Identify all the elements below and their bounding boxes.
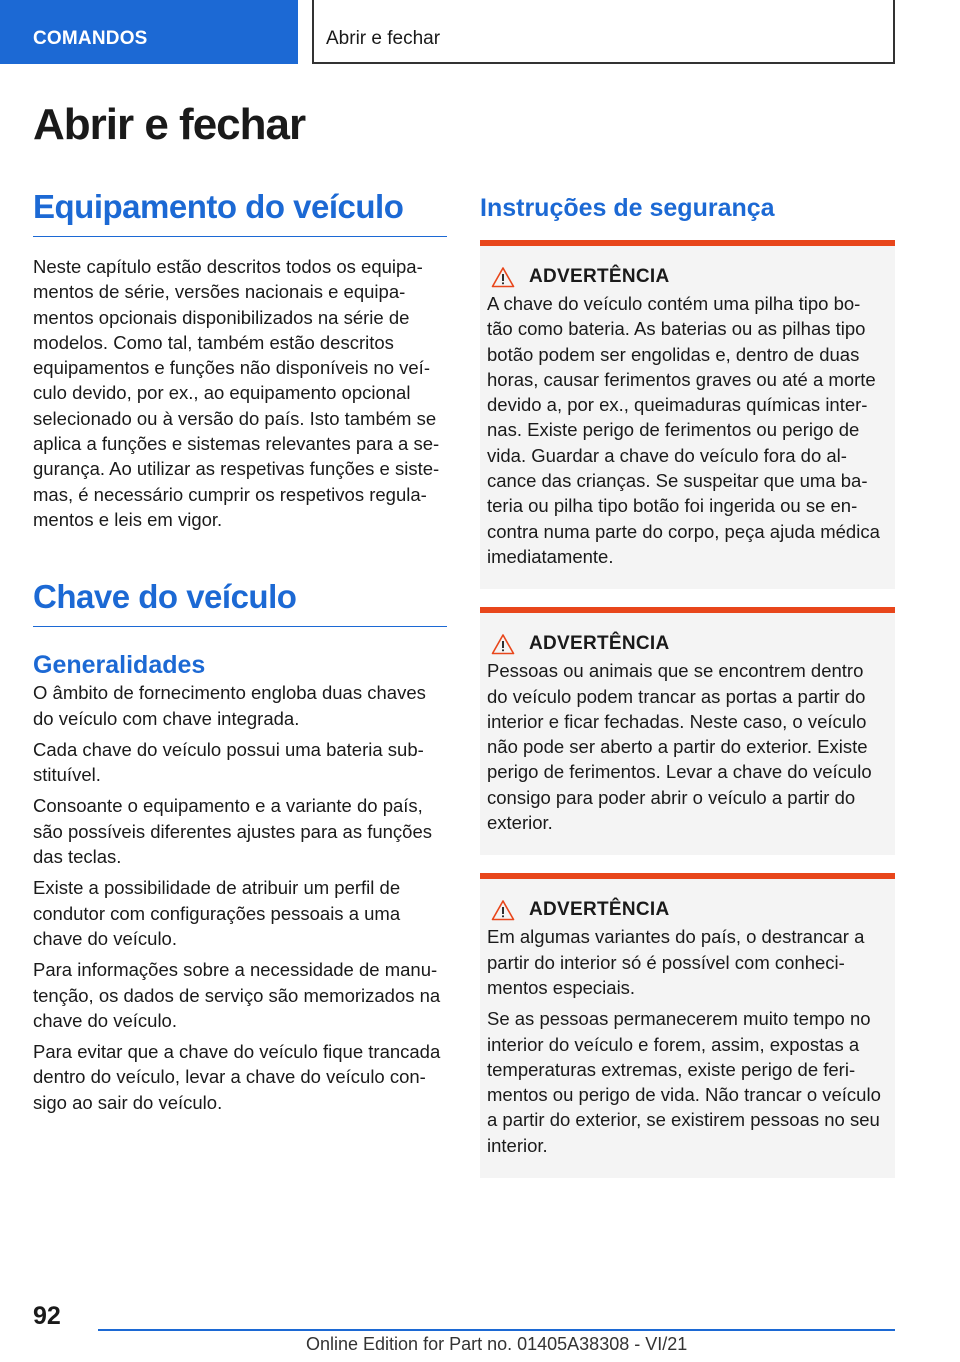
warning-box (480, 873, 895, 1178)
warning-triangle-icon (491, 633, 515, 655)
warning-triangle-icon (491, 266, 515, 288)
warning-text: Pessoas ou animais que se encontrem dentro do veículo podem trancar as portas a partir do interior e ficar fechadas. Neste caso, o veículo não pode ser aberto a partir do exterior. Existe perigo de ferimentos. Levar a chave do veículo consigo para poder abrir o veículo a partir do exterior. (487, 660, 872, 834)
vehicle-key-heading: Chave do veículo (33, 578, 447, 627)
header-chapter-label: Abrir e fechar (326, 28, 441, 49)
warning-triangle-icon (491, 899, 515, 921)
page-title: Abrir e fechar (33, 100, 306, 149)
warning-header (491, 633, 887, 655)
equipment-heading: Equipamento do veículo (33, 188, 447, 237)
general-paragraph: O âmbito de fornecimento engloba duas chaves do veículo com chave integrada. (33, 682, 426, 729)
warning-box (480, 240, 895, 589)
equipment-paragraph: Neste capítulo estão descritos todos os equipa‑ mentos de série, versões nacionais e equipa‑ mentos opcionais disponibilizados na série de modelos. Como tal, também estão descritos equipamentos e funções não disponíveis no veí‑ culo devido, por ex., ao equipamento opcional selecionado ou à versão do país. Isto também se aplica a funções e sistemas relevantes para a se‑ gurança. Ao utilizar as respetivas funções e siste‑ mas, é necessário cumprir os respetivos regula‑ mentos e leis em vigor. (33, 256, 440, 530)
general-heading: Generalidades (33, 651, 206, 680)
page-number: 92 (33, 1302, 61, 1330)
warning-text: Se as pessoas permanecerem muito tempo no interior do veículo e forem, assim, expostas a temperaturas extremas, existe perigo de feri‑ mentos ou perigo de vida. Não trancar o veículo a partir do exterior, se existirem pessoas no seu interior. (487, 1008, 881, 1156)
left-column (33, 188, 447, 1115)
right-column (480, 188, 895, 1178)
general-paragraph: Para informações sobre a necessidade de manu‑ tenção, os dados de serviço são memorizados na chave do veículo. (33, 959, 441, 1031)
warning-label: ADVERTÊNCIA (529, 633, 670, 655)
warning-label: ADVERTÊNCIA (529, 899, 670, 921)
general-paragraph: Existe a possibilidade de atribuir um perfil de condutor com configurações pessoais a uma chave do veículo. (33, 877, 401, 949)
warning-box (480, 607, 895, 855)
footer-divider (98, 1329, 895, 1331)
general-paragraph: Cada chave do veículo possui uma bateria sub‑ stituível. (33, 738, 424, 786)
safety-heading: Instruções de segurança (480, 194, 775, 222)
warning-text: A chave do veículo contém uma pilha tipo bo‑ tão como bateria. As baterias ou as pilhas tipo botão podem ser engolidas e, dentro de duas horas, causar ferimentos graves ou até a morte devido a, por ex., queimaduras químicas inter‑ nas. Existe perigo de ferimentos ou perigo de vida. Guardar a chave do veículo fora do al‑ cance das crianças. Se suspeitar que uma ba‑ teria ou pilha tipo botão foi ingerida ou se en‑ contra numa parte do corpo, peça ajuda médica imediatamente. (487, 293, 880, 567)
header-chapter-box (312, 0, 895, 64)
warning-header (491, 899, 887, 921)
warning-text: Em algumas variantes do país, o destrancar a partir do interior só é possível com conheci‑ mentos especiais. (487, 926, 865, 998)
header-section-label: COMANDOS (33, 28, 148, 49)
warning-header (491, 266, 887, 288)
footer-edition: Online Edition for Part no. 01405A38308 - VI/21 (306, 1334, 688, 1354)
warning-label: ADVERTÊNCIA (529, 266, 670, 287)
general-paragraph: Consoante o equipamento e a variante do país, são possíveis diferentes ajustes para as funções das teclas. (33, 795, 433, 868)
general-paragraph: Para evitar que a chave do veículo fique trancada dentro do veículo, levar a chave do veículo con‑ sigo ao sair do veículo. (33, 1041, 441, 1113)
header-section-tab (0, 0, 298, 64)
